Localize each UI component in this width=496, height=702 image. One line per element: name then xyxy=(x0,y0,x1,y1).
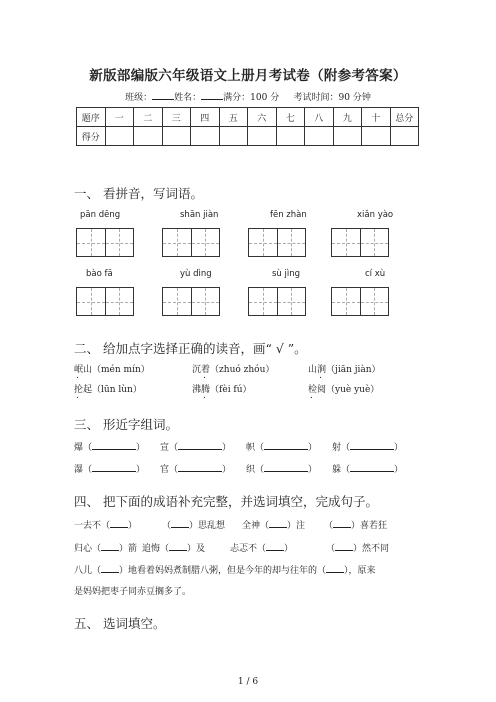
score-table-header-row xyxy=(77,108,419,127)
pinyin-label: shān jiàn xyxy=(180,210,219,220)
tianzige-box[interactable] xyxy=(162,287,220,316)
q4-line-4: 是妈妈把枣子同赤豆搁多了。 xyxy=(74,587,192,597)
q2-item[interactable]: 沉着（zhuó zhóu） xyxy=(192,365,275,375)
q3-item[interactable]: 织（ ） xyxy=(246,462,317,475)
score-header-cell: 五 xyxy=(219,108,248,127)
pinyin-label: yù dìng xyxy=(180,269,212,279)
q3-item[interactable]: 爆（ ） xyxy=(74,440,145,453)
tianzige-box[interactable] xyxy=(331,287,389,316)
full-score-label: 满分：100 分 xyxy=(223,93,280,103)
score-table-score-row xyxy=(77,127,419,146)
section-5-heading: 五、 选词填空。 xyxy=(74,616,166,631)
exam-time-label: 考试时间：90 分钟 xyxy=(293,93,371,103)
pinyin-label: bào fā xyxy=(86,269,113,279)
q2-item[interactable]: 抡起（lūn lùn） xyxy=(74,385,142,395)
pinyin-label: fēn zhàn xyxy=(270,210,307,220)
q2-item[interactable]: 检阅（yuè yuè） xyxy=(308,385,380,395)
score-header-cell: 题序 xyxy=(77,108,106,127)
score-cell[interactable] xyxy=(390,127,419,146)
q2-item[interactable]: 岷山（mén mín） xyxy=(74,365,150,375)
section-1-heading: 一、 看拼音，写词语。 xyxy=(74,186,203,201)
score-cell[interactable] xyxy=(305,127,334,146)
pinyin-label: sù jìng xyxy=(272,269,301,279)
score-header-cell: 一 xyxy=(105,108,134,127)
section-4-heading: 四、 把下面的成语补充完整，并选词填空，完成句子。 xyxy=(74,494,378,509)
pinyin-label: xiǎn yào xyxy=(357,210,394,220)
q3-item[interactable]: 官（ ） xyxy=(160,462,231,475)
score-header-cell: 九 xyxy=(333,108,362,127)
q3-item[interactable]: 瀑（ ） xyxy=(74,462,145,475)
exam-title: 新版部编版六年级语文上册月考试卷（附参考答案） xyxy=(89,68,407,84)
score-header-cell: 六 xyxy=(248,108,277,127)
tianzige-box[interactable] xyxy=(76,228,134,257)
q2-item[interactable]: 沸腾（fèi fú） xyxy=(192,385,252,395)
score-cell[interactable] xyxy=(191,127,220,146)
tianzige-box[interactable] xyxy=(248,228,306,257)
tianzige-box[interactable] xyxy=(76,287,134,316)
fill-blank[interactable] xyxy=(101,563,119,573)
idiom-item[interactable]: 归心（ ）箭 xyxy=(74,541,137,554)
score-cell[interactable] xyxy=(134,127,163,146)
score-cell[interactable] xyxy=(105,127,134,146)
idiom-item[interactable]: 一去不（ ） xyxy=(74,518,137,531)
class-label: 班级： xyxy=(125,93,153,103)
name-label: 姓名： xyxy=(174,93,202,103)
class-blank xyxy=(152,90,174,100)
score-cell[interactable] xyxy=(333,127,362,146)
tianzige-box[interactable] xyxy=(248,287,306,316)
idiom-item[interactable]: （ ）然不同 xyxy=(326,541,389,554)
pinyin-label: cí xù xyxy=(365,269,386,279)
score-header-cell: 八 xyxy=(305,108,334,127)
score-header-cell: 四 xyxy=(191,108,220,127)
score-table xyxy=(76,107,419,146)
score-cell[interactable] xyxy=(362,127,391,146)
q4-line-3: 八儿（ ）地看着妈妈煮制腊八粥，但是今年的却与往年的（ ），原来 xyxy=(74,563,376,576)
score-header-cell: 三 xyxy=(162,108,191,127)
idiom-item[interactable]: 忐忑不（ ） xyxy=(230,541,293,554)
tianzige-box[interactable] xyxy=(162,228,220,257)
idiom-item[interactable]: （ ）思乱想 xyxy=(162,518,225,531)
idiom-item[interactable]: （ ）喜若狂 xyxy=(324,518,387,531)
idiom-item[interactable]: 追悔（ ）及 xyxy=(142,541,205,554)
score-header-cell: 二 xyxy=(134,108,163,127)
idiom-item[interactable]: 全神（ ）注 xyxy=(242,518,305,531)
score-cell[interactable] xyxy=(162,127,191,146)
q3-item[interactable]: 躲（ ） xyxy=(332,462,403,475)
score-row-label: 得分 xyxy=(77,127,106,146)
fill-blank[interactable] xyxy=(326,563,344,573)
score-header-cell: 十 xyxy=(362,108,391,127)
score-cell[interactable] xyxy=(219,127,248,146)
q2-item[interactable]: 山涧（jiān jiàn） xyxy=(308,365,381,375)
q3-item[interactable]: 帜（ ） xyxy=(246,440,317,453)
tianzige-box[interactable] xyxy=(331,228,389,257)
score-cell[interactable] xyxy=(276,127,305,146)
exam-info-line xyxy=(0,90,496,103)
section-2-heading: 二、 给加点字选择正确的读音，画“ √ ”。 xyxy=(74,341,307,356)
q3-item[interactable]: 射（ ） xyxy=(332,440,403,453)
score-header-cell: 七 xyxy=(276,108,305,127)
page-number: 1 / 6 xyxy=(237,677,259,687)
score-header-cell: 总分 xyxy=(390,108,419,127)
q3-item[interactable]: 宣（ ） xyxy=(160,440,231,453)
name-blank xyxy=(201,90,223,100)
score-cell[interactable] xyxy=(248,127,277,146)
pinyin-label: pān dēng xyxy=(80,210,121,220)
section-3-heading: 三、 形近字组词。 xyxy=(74,417,178,432)
